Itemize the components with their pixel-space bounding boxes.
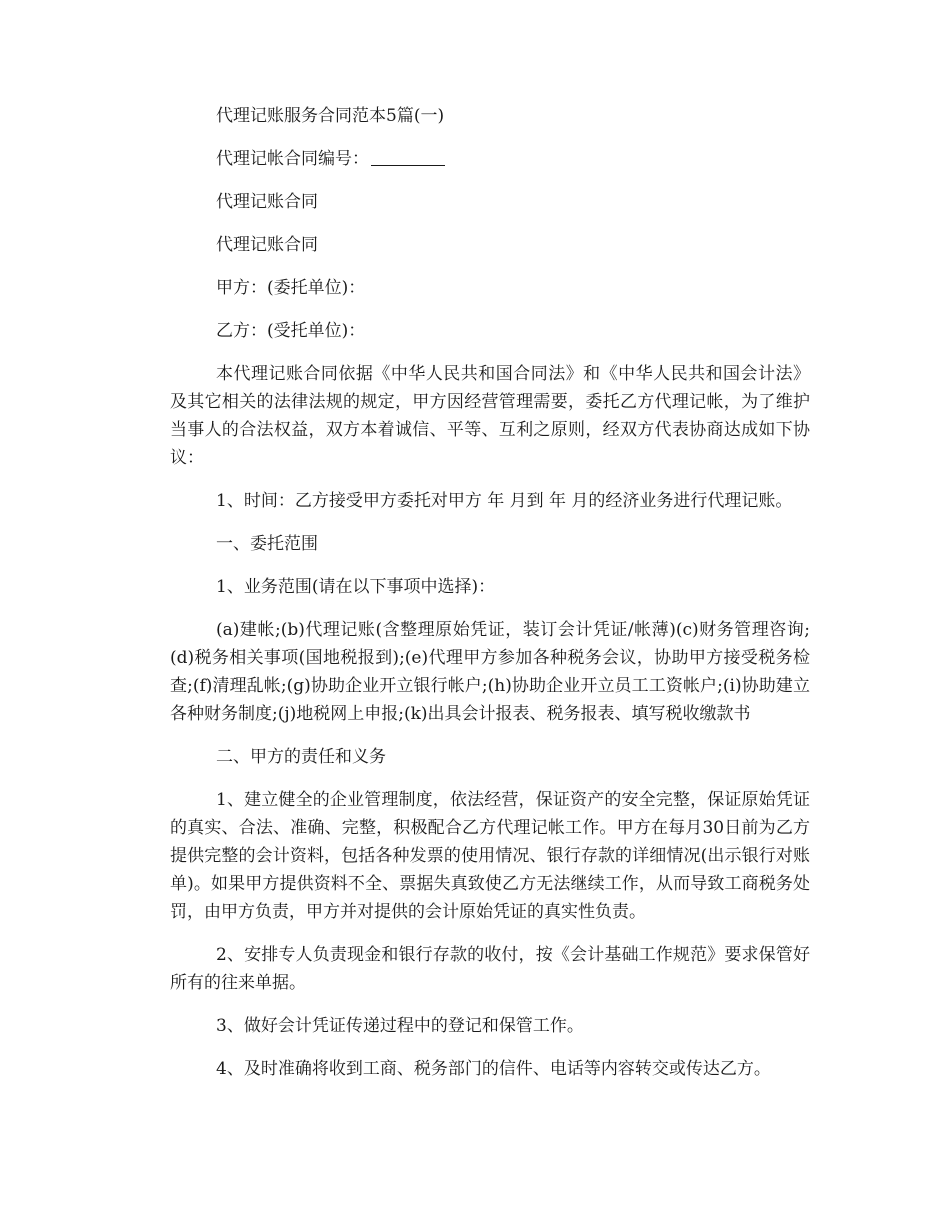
contract-number-blank xyxy=(371,147,445,166)
section-2-item-2: 2、安排专人负责现金和银行存款的收付，按《会计基础工作规范》要求保管好所有的往来单据。 xyxy=(170,945,810,993)
clause-time: 1、时间：乙方接受甲方委托对甲方 年 月到 年 月的经济业务进行代理记账。 xyxy=(216,491,793,511)
section-2-item-3: 3、做好会计凭证传递过程中的登记和保管工作。 xyxy=(216,1016,584,1036)
contract-number-line xyxy=(170,145,810,173)
section-1-title: 一、委托范围 xyxy=(216,534,318,554)
section-1-item-1: 1、业务范围(请在以下事项中选择)： xyxy=(216,577,496,597)
document-body xyxy=(170,102,810,1098)
party-b-line: 乙方：(受托单位)： xyxy=(216,321,366,341)
intro-paragraph: 本代理记账合同依据《中华人民共和国合同法》和《中华人民共和国会计法》及其它相关的法律法规的规定，甲方因经营管理需要，委托乙方代理记帐，为了维护当事人的合法权益，双方本着诚信、平等、互利之原则，经双方代表协商达成如下协议： xyxy=(170,364,810,468)
document-title: 代理记账服务合同范本5篇(一) xyxy=(216,106,445,126)
section-2-item-1: 1、建立健全的企业管理制度，依法经营，保证资产的安全完整，保证原始凭证的真实、合法、准确、完整，积极配合乙方代理记帐工作。甲方在每月30日前为乙方提供完整的会计资料，包括各种发票的使用情况、银行存款的详细情况(出示银行对账单)。如果甲方提供资料不全、票据失真致使乙方无法继续工作，从而导致工商税务处罚，由甲方负责，甲方并对提供的会计原始凭证的真实性负责。 xyxy=(170,790,810,922)
section-2-item-4: 4、及时准确将收到工商、税务部门的信件、电话等内容转交或传达乙方。 xyxy=(216,1059,771,1079)
section-2-title: 二、甲方的责任和义务 xyxy=(216,747,386,767)
contract-heading-1: 代理记账合同 xyxy=(216,192,318,212)
contract-heading-2: 代理记账合同 xyxy=(216,235,318,255)
contract-number-label: 代理记帐合同编号： xyxy=(216,149,369,169)
party-a-line: 甲方：(委托单位)： xyxy=(216,278,366,298)
section-1-scope-paragraph: (a)建帐;(b)代理记账(含整理原始凭证，装订会计凭证/帐薄)(c)财务管理咨询;(d)税务相关事项(国地税报到);(e)代理甲方参加各种税务会议，协助甲方接受税务检查;(f)清理乱帐;(g)协助企业开立银行帐户;(h)协助企业开立员工工资帐户;(i)协助建立各种财务制度;(j)地税网上申报;(k)出具会计报表、税务报表、填写税收缴款书 xyxy=(170,620,810,724)
